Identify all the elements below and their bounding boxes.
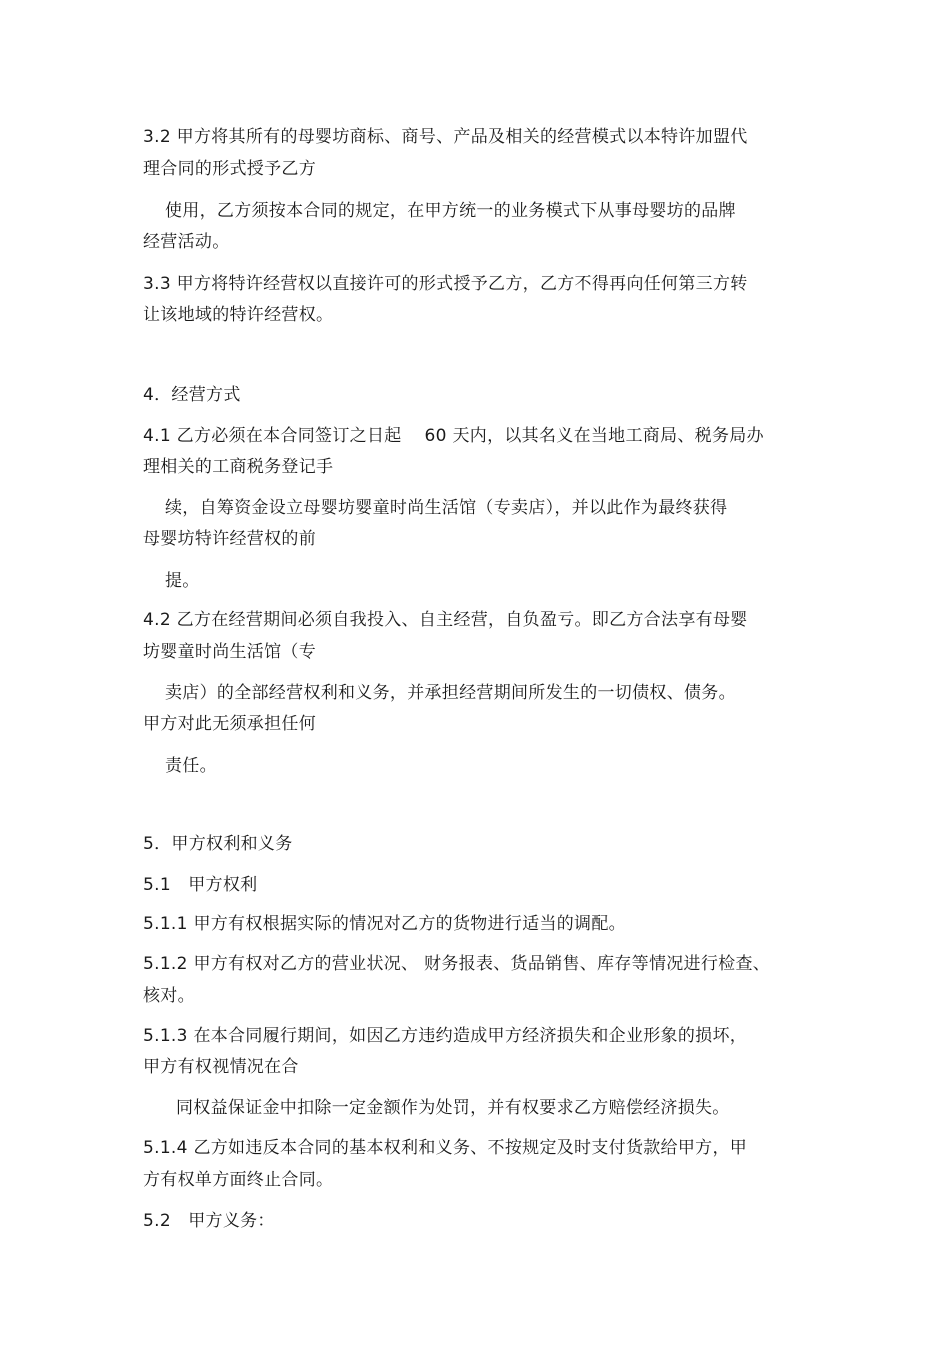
clause-3-2-line-2: 理合同的形式授予乙方 xyxy=(143,159,316,179)
clause-4-1-line-1: 4.1 乙方必须在本合同签订之日起 60 天内，以其名义在当地工商局、税务局办 xyxy=(143,426,764,446)
clause-5-1-heading: 5.1 甲方权利 xyxy=(143,875,258,895)
clause-5-1-4-line-2: 方有权单方面终止合同。 xyxy=(143,1170,334,1190)
section-5-heading: 5．甲方权利和义务 xyxy=(143,834,293,854)
clause-3-3-line-2: 让该地域的特许经营权。 xyxy=(143,305,334,325)
clause-5-1-2-line-2: 核对。 xyxy=(143,986,195,1006)
clause-5-2-heading: 5.2 甲方义务： xyxy=(143,1211,275,1231)
clause-4-1-line-3: 续，自筹资金设立母婴坊婴童时尚生活馆（专卖店），并以此作为最终获得 xyxy=(165,498,728,518)
clause-4-2-line-1: 4.2 乙方在经营期间必须自我投入、自主经营，自负盈亏。即乙方合法享有母婴 xyxy=(143,610,748,630)
clause-5-1-1: 5.1.1 甲方有权根据实际的情况对乙方的货物进行适当的调配。 xyxy=(143,914,626,934)
clause-4-1-line-5: 提。 xyxy=(165,571,200,591)
clause-3-2-line-4: 经营活动。 xyxy=(143,232,230,252)
clause-4-1-line-4: 母婴坊特许经营权的前 xyxy=(143,529,316,549)
clause-3-2-line-3: 使用，乙方须按本合同的规定，在甲方统一的业务模式下从事母婴坊的品牌 xyxy=(165,201,736,221)
clause-4-1-line-2: 理相关的工商税务登记手 xyxy=(143,457,334,477)
clause-5-1-3-line-3: 同权益保证金中扣除一定金额作为处罚，并有权要求乙方赔偿经济损失。 xyxy=(176,1098,730,1118)
clause-3-3-line-1: 3.3 甲方将特许经营权以直接许可的形式授予乙方，乙方不得再向任何第三方转 xyxy=(143,274,748,294)
section-4-heading: 4．经营方式 xyxy=(143,385,241,405)
clause-4-2-line-5: 责任。 xyxy=(165,756,217,776)
clause-5-1-2-line-1: 5.1.2 甲方有权对乙方的营业状况、 财务报表、货品销售、库存等情况进行检查、 xyxy=(143,954,771,974)
clause-5-1-4-line-1: 5.1.4 乙方如违反本合同的基本权利和义务、不按规定及时支付货款给甲方，甲 xyxy=(143,1138,748,1158)
clause-5-1-3-line-2: 甲方有权视情况在合 xyxy=(143,1057,299,1077)
clause-4-2-line-4: 甲方对此无须承担任何 xyxy=(143,714,316,734)
clause-4-2-line-3: 卖店）的全部经营权利和义务，并承担经营期间所发生的一切债权、债务。 xyxy=(165,683,736,703)
clause-4-2-line-2: 坊婴童时尚生活馆（专 xyxy=(143,642,316,662)
clause-5-1-3-line-1: 5.1.3 在本合同履行期间，如因乙方违约造成甲方经济损失和企业形象的损坏， xyxy=(143,1026,748,1046)
clause-3-2-line-1: 3.2 甲方将其所有的母婴坊商标、商号、产品及相关的经营模式以本特许加盟代 xyxy=(143,127,748,147)
